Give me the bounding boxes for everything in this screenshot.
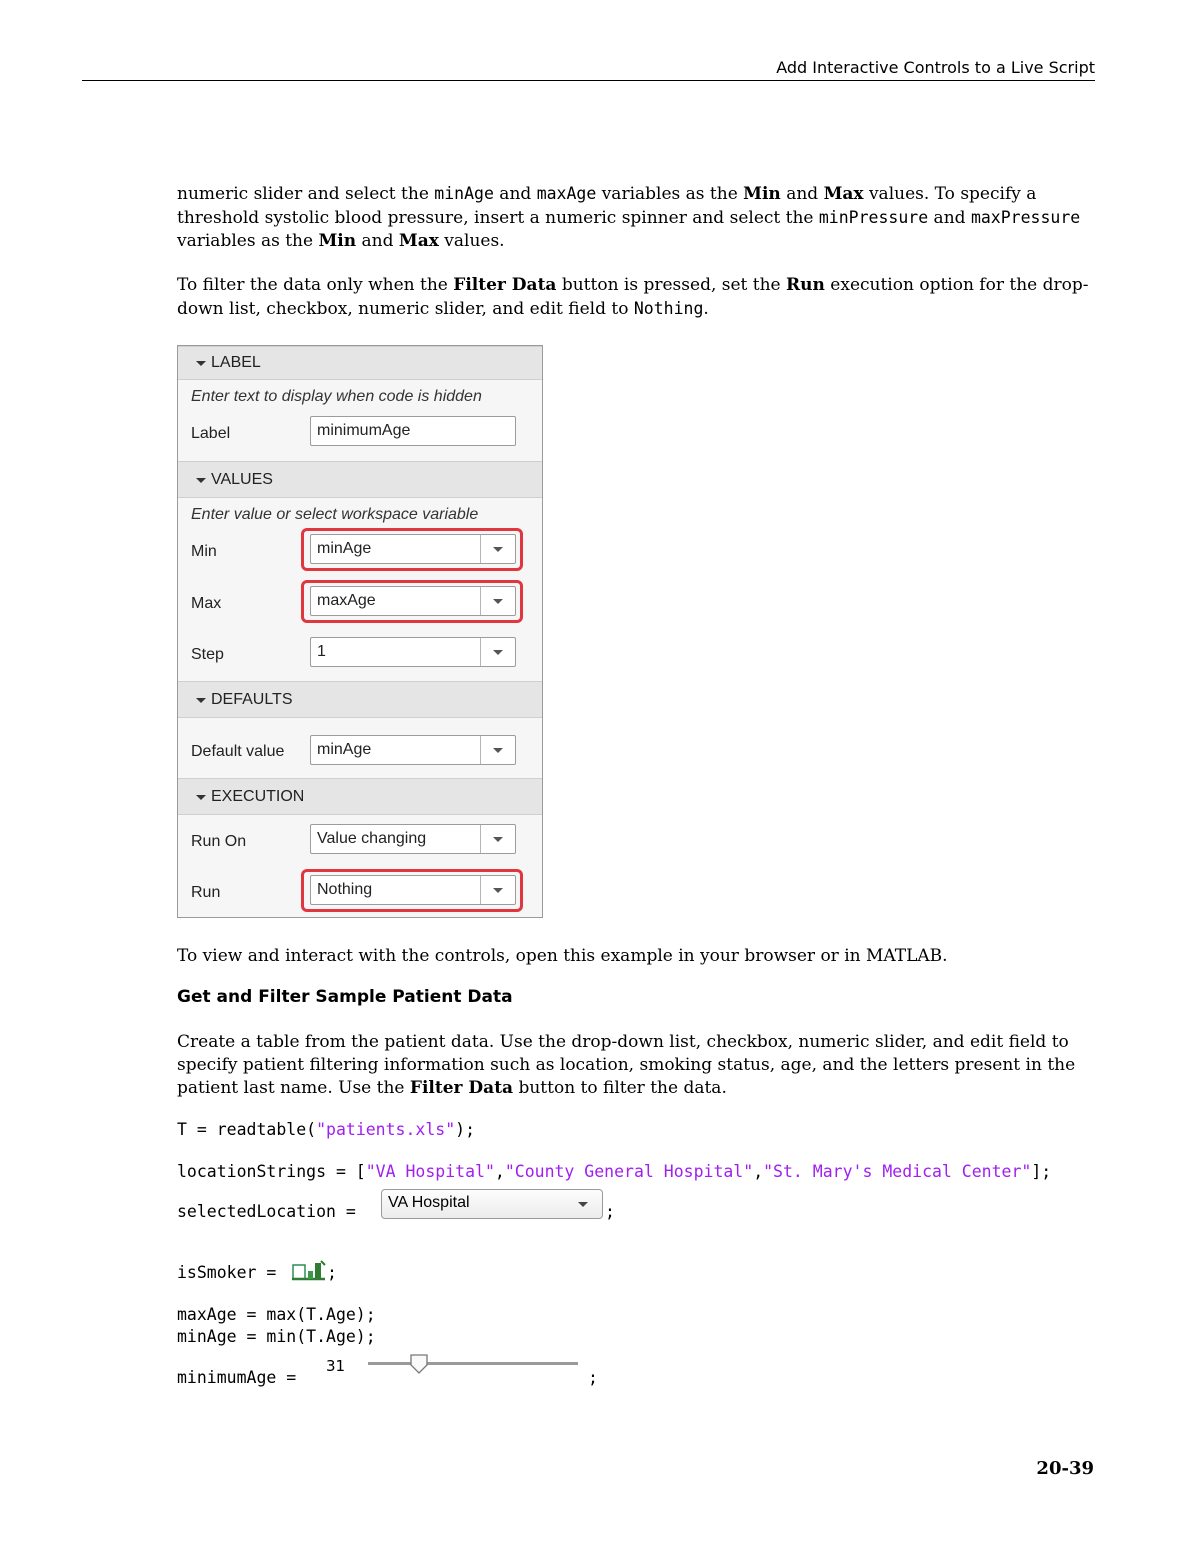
code-semicolon: ; xyxy=(588,1368,598,1387)
paragraph-slider-spinner: numeric slider and select the minAge and maxAge variables as the Min and Max values. To specify a threshold systolic blood pressure, insert a numeric spinner and select the minPressure and maxPressure variables as the Min and Max values. xyxy=(177,184,1081,251)
code-line-location-strings: locationStrings = ["VA Hospital","County General Hospital","St. Mary's Medical Center"]; xyxy=(177,1162,1052,1181)
collapse-triangle-icon xyxy=(196,795,206,800)
label-input[interactable]: minimumAge xyxy=(310,416,516,446)
chevron-down-icon xyxy=(480,535,515,563)
label-field-label: Label xyxy=(191,425,231,442)
code-line-min-age: minAge = min(T.Age); xyxy=(177,1327,376,1346)
code-semicolon: ; xyxy=(605,1202,615,1221)
run-dropdown[interactable]: Nothing xyxy=(310,875,516,905)
section-values-header[interactable]: VALUES xyxy=(178,461,542,498)
min-dropdown[interactable]: minAge xyxy=(310,534,516,564)
paragraph-view-controls: To view and interact with the controls, open this example in your browser or in MATLAB. xyxy=(177,946,948,966)
chevron-down-icon xyxy=(480,825,515,853)
values-hint: Enter value or select workspace variable xyxy=(191,506,479,523)
max-label: Max xyxy=(191,595,222,612)
section-execution-header[interactable]: EXECUTION xyxy=(178,778,542,815)
age-slider-track[interactable] xyxy=(368,1362,578,1365)
step-dropdown[interactable]: 1 xyxy=(310,637,516,667)
chevron-down-icon xyxy=(480,638,515,666)
chevron-down-icon xyxy=(480,587,515,615)
collapse-triangle-icon xyxy=(196,361,206,366)
paragraph-create-table: Create a table from the patient data. Use the drop-down list, checkbox, numeric slider, and edit field to specify patient filtering information such as location, smoking status, age, and the letters present in the patient last name. Use the Filter Data button to filter the data. xyxy=(177,1032,1076,1098)
default-value-label: Default value xyxy=(191,743,285,760)
step-label: Step xyxy=(191,646,224,663)
run-label: Run xyxy=(191,884,221,901)
running-header xyxy=(82,58,1095,81)
smoker-checkbox-icon[interactable] xyxy=(291,1259,327,1283)
paragraph-filter-run: To filter the data only when the Filter Data button is pressed, set the Run execution option for the drop-down list, checkbox, numeric slider, and edit field to Nothing. xyxy=(177,275,1089,319)
chevron-down-icon xyxy=(480,736,515,764)
section-label-header[interactable]: LABEL xyxy=(178,346,542,380)
run-on-label: Run On xyxy=(191,833,247,850)
section-defaults-header[interactable]: DEFAULTS xyxy=(178,681,542,718)
slider-value: 31 xyxy=(326,1357,346,1375)
code-semicolon: ; xyxy=(327,1263,337,1282)
collapse-triangle-icon xyxy=(196,478,206,483)
running-title: Add Interactive Controls to a Live Script xyxy=(776,58,1095,77)
slider-properties-panel xyxy=(177,345,543,918)
code-line-selected-location: selectedLocation = xyxy=(177,1202,366,1221)
chevron-down-icon xyxy=(578,1202,588,1207)
slider-thumb-icon[interactable] xyxy=(410,1354,428,1374)
chevron-down-icon xyxy=(480,876,515,904)
code-line-max-age: maxAge = max(T.Age); xyxy=(177,1305,376,1324)
page-number: 20-39 xyxy=(1036,1458,1094,1479)
label-hint: Enter text to display when code is hidden xyxy=(191,388,482,405)
code-line-minimum-age: minimumAge = xyxy=(177,1368,307,1387)
max-dropdown[interactable]: maxAge xyxy=(310,586,516,616)
collapse-triangle-icon xyxy=(196,698,206,703)
location-dropdown[interactable]: VA Hospital xyxy=(381,1189,603,1219)
section-heading: Get and Filter Sample Patient Data xyxy=(177,987,513,1007)
run-on-dropdown[interactable]: Value changing xyxy=(310,824,516,854)
default-value-dropdown[interactable]: minAge xyxy=(310,735,516,765)
code-line-is-smoker: isSmoker = xyxy=(177,1263,287,1282)
code-line-readtable: T = readtable("patients.xls"); xyxy=(177,1120,476,1139)
min-label: Min xyxy=(191,543,217,560)
